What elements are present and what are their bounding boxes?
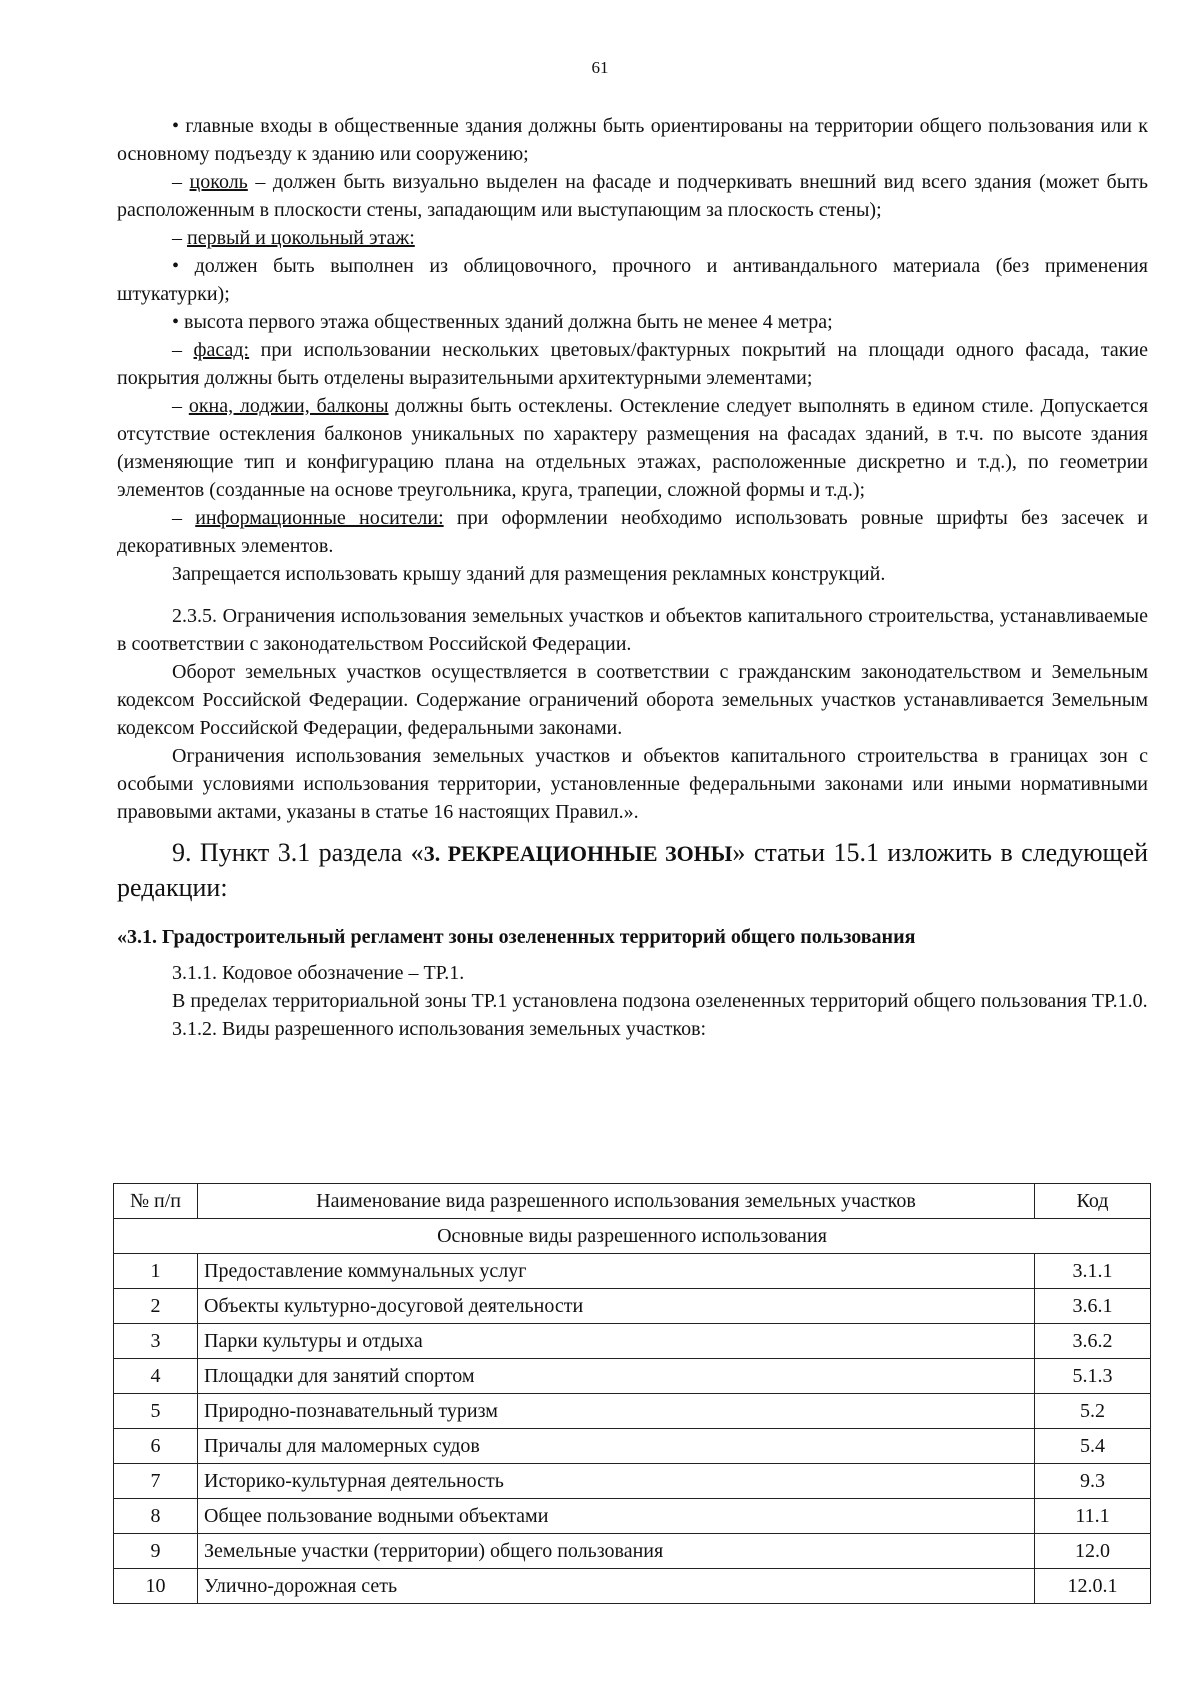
list-item — [117, 392, 1148, 504]
row-code: 3.6.1 — [1035, 1289, 1151, 1324]
row-code: 5.1.3 — [1035, 1359, 1151, 1394]
row-use-name: Объекты культурно-досуговой деятельности — [198, 1289, 1035, 1324]
subzone-paragraph: В пределах территориальной зоны ТР.1 установлена подзона озелененных территорий общего пользования ТР.1.0. — [172, 990, 1148, 1012]
header-code: Код — [1035, 1184, 1151, 1219]
row-use-name: Земельные участки (территории) общего пользования — [198, 1534, 1035, 1569]
list-item-text: при использовании нескольких цветовых/фактурных покрытий на площади одного фасада, такие покрытия должны быть отделены выразительными архитектурными элементами; — [117, 339, 1149, 389]
list-item — [117, 504, 1148, 560]
section-9-bold: 3. РЕКРЕАЦИОННЫЕ ЗОНЫ — [423, 841, 733, 866]
list-marker: – — [172, 507, 196, 529]
table-header-row — [114, 1184, 1151, 1219]
requirements-list — [117, 112, 1148, 560]
row-number: 2 — [114, 1289, 198, 1324]
list-item — [117, 224, 1148, 252]
row-code: 5.2 — [1035, 1394, 1151, 1429]
list-marker: • — [172, 311, 185, 333]
row-number: 9 — [114, 1534, 198, 1569]
section-9-heading — [117, 836, 1148, 905]
list-item-term: цоколь — [189, 171, 248, 193]
row-use-name: Причалы для маломерных судов — [198, 1429, 1035, 1464]
row-code: 5.4 — [1035, 1429, 1151, 1464]
list-item-text: главные входы в общественные здания должны быть ориентированы на территории общего пользования или к основному подъезду к зданию или сооружению; — [117, 115, 1148, 165]
table-row — [114, 1324, 1151, 1359]
list-marker: • — [172, 255, 195, 277]
row-use-name: Площадки для занятий спортом — [198, 1359, 1035, 1394]
list-item-text: высота первого этажа общественных зданий должна быть не менее 4 метра; — [184, 311, 833, 333]
clause-2-3-5: 2.3.5. Ограничения использования земельных участков и объектов капитального строительства, устанавливаемые в соответствии с законодательством Российской Федерации. — [117, 605, 1148, 655]
regulation-title: «3.1. Градостроительный регламент зоны озелененных территорий общего пользования — [117, 926, 916, 948]
group-label: Основные виды разрешенного использования — [114, 1219, 1151, 1254]
list-item-text: – должен быть визуально выделен на фасаде и подчеркивать внешний вид всего здания (может быть расположенным в плоскости стены, западающим или выступающим за плоскость стены); — [117, 171, 1148, 221]
header-name: Наименование вида разрешенного использования земельных участков — [198, 1184, 1035, 1219]
row-number: 5 — [114, 1394, 198, 1429]
row-number: 7 — [114, 1464, 198, 1499]
row-number: 6 — [114, 1429, 198, 1464]
table-row — [114, 1534, 1151, 1569]
table-row — [114, 1289, 1151, 1324]
list-item-term: первый и цокольный этаж: — [187, 227, 415, 249]
row-code: 11.1 — [1035, 1499, 1151, 1534]
row-code: 3.1.1 — [1035, 1254, 1151, 1289]
row-code: 9.3 — [1035, 1464, 1151, 1499]
list-item — [117, 112, 1148, 168]
page-number: 61 — [591, 58, 609, 77]
list-marker: • — [172, 115, 186, 137]
list-marker: – — [172, 395, 189, 417]
row-number: 4 — [114, 1359, 198, 1394]
list-marker: – — [172, 227, 187, 249]
list-item-term: фасад: — [193, 339, 250, 361]
table-group-row — [114, 1219, 1151, 1254]
row-code: 12.0.1 — [1035, 1569, 1151, 1604]
restrictions-paragraph: Ограничения использования земельных участков и объектов капитального строительства в границах зон с особыми условиями использования территории, установленные федеральными законами или иными нормативными правовыми актами, указаны в статье 16 настоящих Правил.». — [117, 745, 1148, 823]
table-row — [114, 1499, 1151, 1534]
list-item — [117, 252, 1148, 308]
document-body — [117, 112, 1148, 1043]
row-use-name: Историко-культурная деятельность — [198, 1464, 1035, 1499]
list-item — [117, 168, 1148, 224]
table-row — [114, 1464, 1151, 1499]
list-item-term: окна, лоджии, балконы — [188, 395, 389, 417]
table-row — [114, 1359, 1151, 1394]
list-marker: – — [172, 171, 190, 193]
row-use-name: Улично-дорожная сеть — [198, 1569, 1035, 1604]
list-marker: – — [172, 339, 194, 361]
row-use-name: Общее пользование водными объектами — [198, 1499, 1035, 1534]
table-row — [114, 1429, 1151, 1464]
row-number: 1 — [114, 1254, 198, 1289]
list-item-text: при оформлении необходимо использовать ровные шрифты без засечек и декоративных элементов. — [117, 507, 1148, 557]
row-number: 3 — [114, 1324, 198, 1359]
list-item-text: должны быть остеклены. Остекление следует выполнять в едином стиле. Допускается отсутствие остекления балконов уникальных по характеру размещения на фасадах зданий, в т.ч. по высоте здания (изменяющие тип и конфигурацию плана на отдельных этажах, расположенные дискретно и т.д.), по геометрии элементов (созданные на основе треугольника, круга, трапеции, сложной формы и т.д.); — [117, 395, 1149, 501]
roof-ban-paragraph: Запрещается использовать крышу зданий для размещения рекламных конструкций. — [172, 563, 886, 585]
table-row — [114, 1254, 1151, 1289]
table-row — [114, 1569, 1151, 1604]
row-use-name: Природно-познавательный туризм — [198, 1394, 1035, 1429]
list-item — [117, 336, 1148, 392]
list-item-text: должен быть выполнен из облицовочного, прочного и антивандального материала (без применения штукатурки); — [117, 255, 1148, 305]
list-item — [117, 308, 1148, 336]
list-item-term: информационные носители: — [195, 507, 444, 529]
uses-heading: 3.1.2. Виды разрешенного использования земельных участков: — [172, 1018, 707, 1040]
row-number: 10 — [114, 1569, 198, 1604]
row-use-name: Предоставление коммунальных услуг — [198, 1254, 1035, 1289]
table-row — [114, 1394, 1151, 1429]
section-9-before: 9. Пункт 3.1 раздела « — [172, 838, 424, 867]
header-num: № п/п — [114, 1184, 198, 1219]
section-9-after: » статьи 15.1 изложить в следующей редакции: — [117, 838, 1148, 902]
code-line: 3.1.1. Кодовое обозначение – ТР.1. — [172, 962, 465, 984]
row-code: 3.6.2 — [1035, 1324, 1151, 1359]
row-code: 12.0 — [1035, 1534, 1151, 1569]
turnover-paragraph: Оборот земельных участков осуществляется в соответствии с гражданским законодательством и Земельным кодексом Российской Федерации. Содержание ограничений оборота земельных участков устанавливается Земельным кодексом Российской Федерации, федеральными законами. — [117, 661, 1148, 739]
row-use-name: Парки культуры и отдыха — [198, 1324, 1035, 1359]
permitted-uses-table — [113, 1183, 1151, 1604]
row-number: 8 — [114, 1499, 198, 1534]
